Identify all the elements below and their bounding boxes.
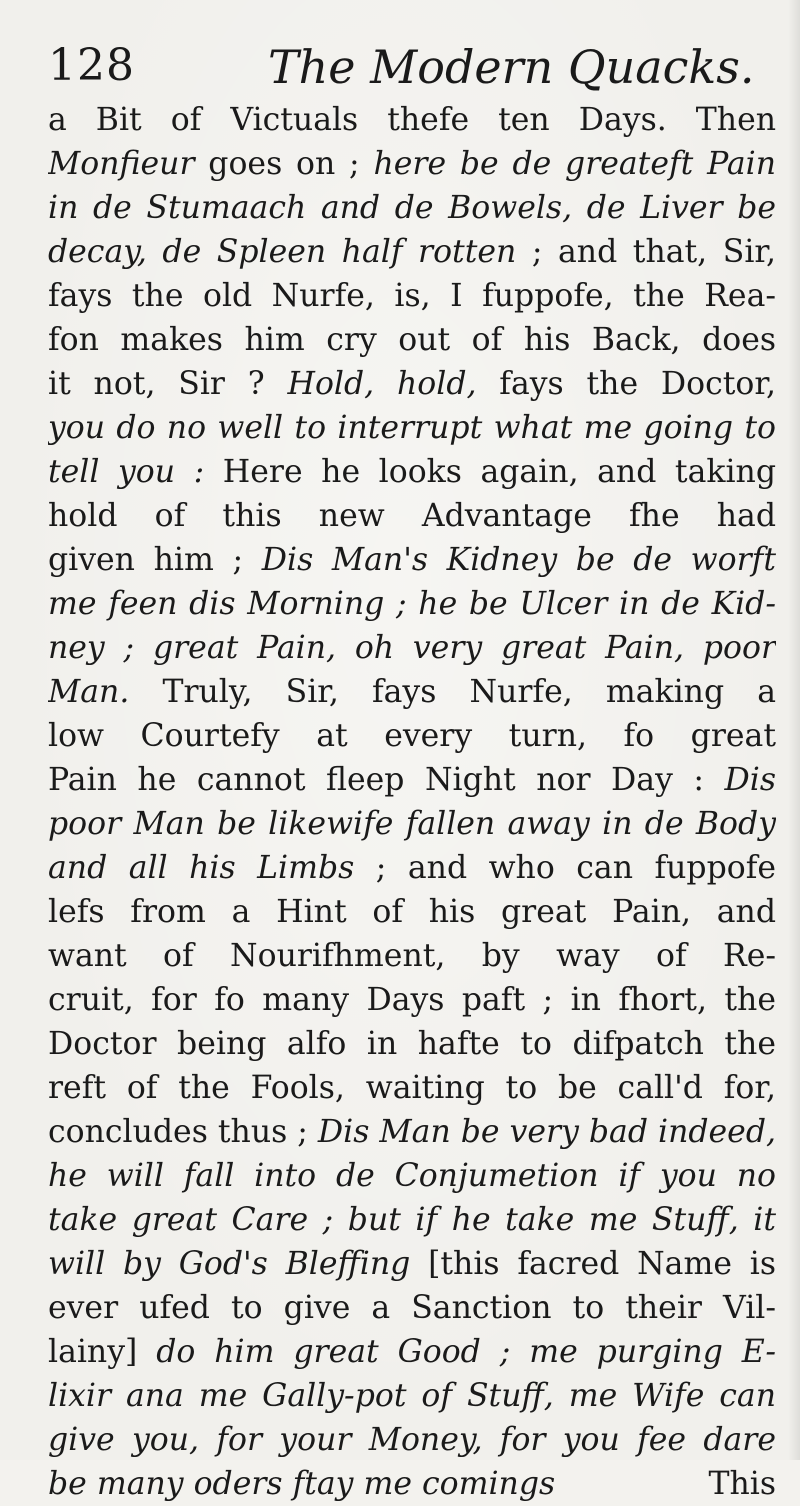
text-segment: given him ; <box>48 542 262 578</box>
text-line <box>48 406 776 450</box>
text-line <box>48 1022 776 1066</box>
text-segment: will by God's Bleffing <box>48 1246 411 1282</box>
text-segment: Dis Man's Kidney be de worft <box>261 542 776 578</box>
text-line <box>48 1462 555 1506</box>
text-segment: you do no well to interrupt what me going to <box>48 410 776 446</box>
text-segment: cruit, for fo many Days paft ; in fhort, the <box>48 982 776 1018</box>
text-segment: be many oders ftay me comings <box>48 1466 556 1502</box>
text-segment: ever ufed to give a Sanction to their Vil- <box>48 1290 776 1326</box>
text-segment: poor Man be likewife fallen away in de Body <box>48 806 776 842</box>
text-line <box>48 186 776 230</box>
text-line <box>48 1330 776 1374</box>
text-line <box>48 1198 776 1242</box>
text-segment: Dis Man be very bad indeed, <box>317 1114 776 1150</box>
text-line <box>48 890 776 934</box>
text-segment: a Bit of Victuals thefe ten Days. Then <box>48 102 776 138</box>
text-segment: Hold, hold, <box>287 366 477 402</box>
body-text <box>48 98 776 1506</box>
text-line <box>48 362 776 406</box>
text-line <box>48 846 776 890</box>
text-segment: fon makes him cry out of his Back, does <box>48 322 776 358</box>
text-line <box>48 1418 776 1462</box>
text-segment: lixir ana me Gally-pot of Stuff, me Wife can <box>48 1378 776 1414</box>
text-segment: decay, de Spleen half rotten <box>48 234 517 270</box>
text-segment: fays the old Nurfe, is, I fuppofe, the Rea- <box>48 278 776 314</box>
text-segment: low Courtefy at every turn, fo great <box>48 718 776 754</box>
text-segment: Truly, Sir, fays Nurfe, making a <box>129 674 776 710</box>
text-segment: goes on ; <box>194 146 374 182</box>
text-line <box>48 98 776 142</box>
text-line <box>48 1110 776 1154</box>
text-segment: Pain he cannot fleep Night nor Day : <box>48 762 725 798</box>
text-segment: lainy] <box>48 1334 157 1370</box>
text-segment: [this facred Name is <box>410 1246 776 1282</box>
text-line <box>48 626 776 670</box>
text-line <box>48 274 776 318</box>
text-segment: reft of the Fools, waiting to be call'd for, <box>48 1070 776 1106</box>
scan-edge-shadow <box>788 0 800 1460</box>
text-segment: Doctor being alfo in hafte to difpatch the <box>48 1026 776 1062</box>
text-line <box>48 538 776 582</box>
text-segment: me feen dis Morning ; he be Ulcer in de Kid- <box>48 586 776 622</box>
text-line <box>48 1374 776 1418</box>
text-line <box>48 934 776 978</box>
text-segment: ; and who can fuppofe <box>354 850 776 886</box>
text-segment: fays the Doctor, <box>476 366 776 402</box>
text-line <box>48 1286 776 1330</box>
text-line <box>48 670 776 714</box>
text-line <box>48 978 776 1022</box>
text-line <box>48 758 776 802</box>
text-line <box>48 494 776 538</box>
text-line <box>48 450 776 494</box>
page-number: 128 <box>48 40 135 91</box>
text-segment: want of Nourifhment, by way of Re- <box>48 938 776 974</box>
text-line <box>48 714 776 758</box>
text-segment: lefs from a Hint of his great Pain, and <box>48 894 776 930</box>
running-title: The Modern Quacks. <box>268 40 755 94</box>
text-segment: here be de greateft Pain <box>373 146 776 182</box>
text-segment: and all his Limbs <box>48 850 355 886</box>
page-header <box>48 40 768 96</box>
text-segment: it not, Sir ? <box>48 366 288 402</box>
text-segment: he will fall into de Conjumetion if you no <box>48 1158 776 1194</box>
text-line <box>48 802 776 846</box>
text-line <box>48 230 776 274</box>
text-segment: ; and that, Sir, <box>516 234 776 270</box>
text-line <box>48 1066 776 1110</box>
text-segment: take great Care ; but if he take me Stuff, it <box>48 1202 776 1238</box>
text-segment: Monfieur <box>48 146 195 182</box>
text-segment: Man. <box>48 674 130 710</box>
text-segment: hold of this new Advantage fhe had <box>48 498 776 534</box>
text-line <box>48 1242 776 1286</box>
text-segment: give you, for your Money, for you fee dare <box>48 1422 776 1458</box>
text-segment: do him great Good ; me purging E- <box>156 1334 776 1370</box>
text-line <box>48 318 776 362</box>
text-line <box>48 142 776 186</box>
text-segment: Dis <box>724 762 776 798</box>
text-segment: Here he looks again, and taking <box>204 454 776 490</box>
catchword: This <box>708 1466 776 1502</box>
text-line <box>48 582 776 626</box>
text-segment: ney ; great Pain, oh very great Pain, poor <box>48 630 776 666</box>
text-segment: in de Stumaach and de Bowels, de Liver be <box>48 190 776 226</box>
text-line-with-catchword <box>48 1462 776 1506</box>
text-segment: tell you : <box>48 454 205 490</box>
text-segment: concludes thus ; <box>48 1114 318 1150</box>
text-line <box>48 1154 776 1198</box>
